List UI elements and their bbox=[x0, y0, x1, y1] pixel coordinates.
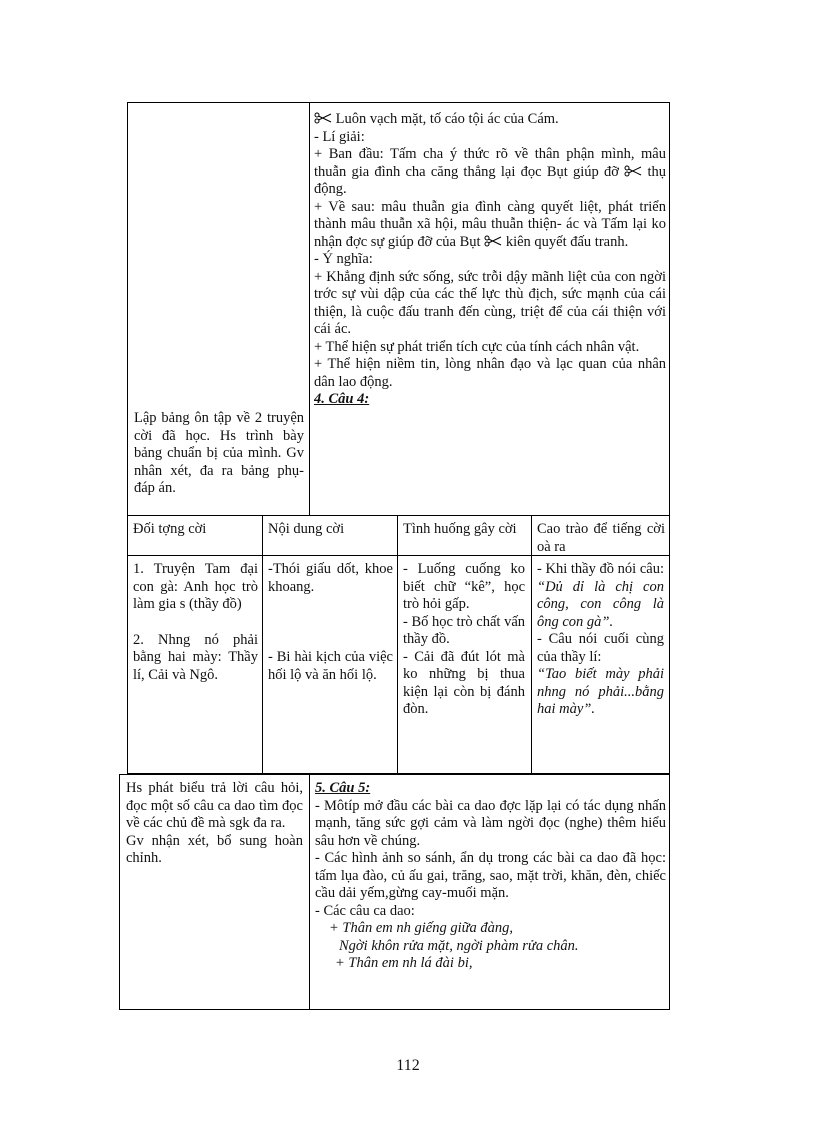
upper-right-cell bbox=[314, 111, 666, 409]
scissors-icon bbox=[624, 165, 642, 177]
verse-3: + Thân em nh lá đài bi, bbox=[335, 955, 473, 971]
right-line-4: + Về sau: mâu thuẫn gia đình càng quyết liệt, phát triển thành mâu thuẫn xã hội, mâu thuẫn thiện- ác và Tấm lại ko nhận đợc sự giúp đỡ của Bụt bbox=[314, 198, 666, 250]
right-line-8: + Thể hiện sự phát triển tích cực của tính cách nhân vật. bbox=[314, 338, 640, 355]
right-line-5: kiên quyết đấu tranh. bbox=[505, 233, 629, 250]
story-1: 1. Truyện Tam đại con gà: Anh học trò làm gia s (thầy đồ) bbox=[133, 561, 258, 612]
lower-table-divider bbox=[309, 774, 310, 1010]
header-content bbox=[268, 521, 393, 539]
header-situation bbox=[403, 521, 527, 555]
story-2: 2. Nhng nó phải bằng hai mày: Thầy lí, Cải và Ngô. bbox=[133, 631, 258, 683]
right-line-3: thụ động. bbox=[314, 163, 666, 197]
verse-2: Ngời khôn rửa mặt, ngời phàm rửa chân. bbox=[339, 937, 579, 954]
header-situation-label: Tình huống gây cời bbox=[403, 521, 517, 537]
col4-cell bbox=[537, 561, 664, 773]
col-divider-2 bbox=[397, 515, 398, 774]
verse-1: + Thân em nh giếng giữa đàng, bbox=[329, 920, 514, 936]
answer-p3: - Các câu ca dao: bbox=[315, 902, 415, 919]
right-line-1: - Lí giải: bbox=[314, 128, 365, 145]
climax-1-quote: “Dủ dỉ là chị con công, con công là ông con gà”. bbox=[537, 578, 664, 630]
activity-text: Lập bảng ôn tập về 2 truyện cời đã học. Hs trình bày bảng chuẩn bị của mình. Gv nhân xét, đa ra bảng phụ- đáp án. bbox=[134, 410, 304, 496]
climax-2-quote: “Tao biết mày phải nhng nó phải...bằng hai mày”. bbox=[537, 666, 664, 717]
climax-1: - Khi thầy đồ nói câu: bbox=[537, 561, 664, 577]
header-climax-label: Cao trào để tiếng cời oà ra bbox=[537, 521, 665, 555]
right-line-2: + Ban đầu: Tấm cha ý thức rõ về thân phận mình, mâu thuẫn gia đình cha căng thẳng lại đọc Bụt giúp đỡ bbox=[314, 146, 666, 180]
situation-2: - Bố học trò chất vấn thầy đồ. bbox=[403, 613, 525, 647]
scissors-icon bbox=[484, 235, 502, 247]
upper-left-cell bbox=[134, 410, 304, 498]
header-content-label: Nội dung cời bbox=[268, 521, 345, 537]
comparison-header-rule bbox=[127, 555, 670, 556]
header-object-label: Đối tợng cời bbox=[133, 521, 207, 537]
col3-cell bbox=[403, 561, 525, 773]
col2-cell bbox=[268, 561, 393, 684]
col-divider-1 bbox=[262, 515, 263, 774]
right-line-7: + Khẳng định sức sống, sức trỗi dậy mãnh liệt của con ngời trớc sự vùi dập của các thế lực thù địch, sức mạnh của cái thiện, là cuộc đấu tranh đến cùng, triệt để của cái thiện với cái ác. bbox=[314, 268, 666, 337]
section-heading-4: 4. Câu 4: bbox=[314, 391, 370, 407]
col1-cell bbox=[133, 561, 258, 684]
situation-3: - Cải đã đút lót mà ko những bị thua kiện lại còn bị đánh đòn. bbox=[403, 648, 525, 717]
climax-2: - Câu nói cuối cùng của thầy lí: bbox=[537, 631, 664, 665]
header-climax bbox=[537, 521, 665, 555]
content-2: - Bi hài kịch của việc hối lộ và ăn hối lộ. bbox=[268, 649, 393, 683]
header-object bbox=[133, 521, 258, 539]
student-activity: Hs phát biểu trả lời câu hỏi, đọc một số câu ca dao tìm đọc về các chủ đề mà sgk đa ra. bbox=[126, 780, 303, 831]
scissors-icon bbox=[314, 112, 332, 124]
right-line-6: - Ý nghĩa: bbox=[314, 251, 373, 267]
upper-table-divider bbox=[309, 102, 310, 516]
lower-left-cell bbox=[126, 780, 303, 868]
page-number: 112 bbox=[396, 1057, 420, 1074]
lower-right-cell bbox=[315, 780, 666, 1008]
answer-p2: - Các hình ảnh so sánh, ẩn dụ trong các bài ca dao đã học: tấm lụa đào, củ ấu gai, trăng, sao, mặt trời, khăn, đèn, chiếc cầu dải yếm,gừng cay-muối mặn. bbox=[315, 850, 666, 901]
section-heading-5: 5. Câu 5: bbox=[315, 780, 371, 796]
col-divider-3 bbox=[531, 515, 532, 774]
right-line-9: + Thể hiện niềm tin, lòng nhân đạo và lạc quan của nhân dân lao động. bbox=[314, 356, 666, 390]
teacher-activity: Gv nhận xét, bổ sung hoàn chỉnh. bbox=[126, 832, 303, 866]
content-1: -Thói giấu dốt, khoe khoang. bbox=[268, 561, 393, 595]
answer-p1: - Môtíp mở đầu các bài ca dao đợc lặp lại có tác dụng nhấn mạnh, tăng sức gợi cảm và làm ngời đọc (nghe) thêm hiểu sâu hơn về chúng. bbox=[315, 797, 666, 849]
right-line-0: Luôn vạch mặt, tố cáo tội ác của Cám. bbox=[335, 111, 559, 127]
situation-1: - Luống cuống ko biết chữ “kê”, học trò hỏi gấp. bbox=[403, 561, 525, 612]
